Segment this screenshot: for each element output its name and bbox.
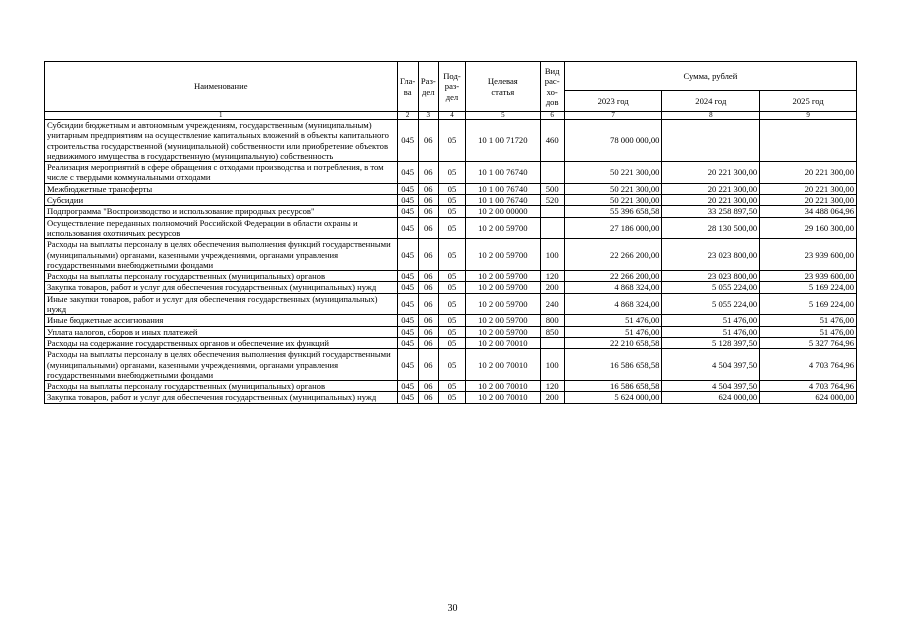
cell-razdel: 06 [418,162,438,184]
cell-razdel: 06 [418,217,438,239]
cell-podrazdel: 05 [438,293,465,315]
cell-target-article: 10 2 00 59700 [466,271,541,282]
cell-amount-2023: 22 266 200,00 [564,239,662,271]
cell-amount-2023: 4 868 324,00 [564,293,662,315]
cell-amount-2024: 4 504 397,50 [662,381,760,392]
cell-name: Расходы на содержание государственных органов и обеспечение их функций [45,337,398,348]
header-podrazdel: Под- раз- дел [438,62,465,112]
header-target: Целевая статья [466,62,541,112]
table-row [45,271,857,282]
cell-name: Субсидии [45,195,398,206]
cell-amount-2024: 51 476,00 [662,315,760,326]
cell-target-article: 10 1 00 71720 [466,120,541,162]
cell-name: Уплата налогов, сборов и иных платежей [45,326,398,337]
cell-razdel: 06 [418,239,438,271]
cell-amount-2025: 34 488 064,96 [760,206,857,217]
cell-expense-type: 240 [540,293,564,315]
table-row [45,183,857,194]
cell-glava: 045 [397,217,418,239]
table-row [45,326,857,337]
column-number: 3 [418,112,438,120]
cell-amount-2023: 55 396 658,58 [564,206,662,217]
cell-name: Расходы на выплаты персоналу в целях обеспечения выполнения функций государственными (муниципальными) органами, казенными учреждениями, органами управления государственными внебюджетными фондами [45,239,398,271]
cell-glava: 045 [397,239,418,271]
cell-amount-2025: 624 000,00 [760,392,857,403]
cell-expense-type [540,162,564,184]
cell-name: Субсидии бюджетным и автономным учреждениям, государственным (муниципальным) унитарным предприятиям на осуществление капитальных вложений в объекты капитального строительства государственной (муниципальной) собственности или приобретение объектов недвижимого имущества в государственную (муниципальную) собственность [45,120,398,162]
cell-amount-2024: 51 476,00 [662,326,760,337]
cell-target-article: 10 2 00 70010 [466,349,541,381]
cell-amount-2023: 4 868 324,00 [564,282,662,293]
cell-podrazdel: 05 [438,195,465,206]
cell-expense-type: 500 [540,183,564,194]
header-name: Наименование [45,62,398,112]
cell-podrazdel: 05 [438,271,465,282]
cell-target-article: 10 2 00 59700 [466,326,541,337]
cell-amount-2023: 22 210 658,58 [564,337,662,348]
header-razdel: Раз- дел [418,62,438,112]
cell-target-article: 10 1 00 76740 [466,162,541,184]
header-row [45,62,857,91]
cell-podrazdel: 05 [438,183,465,194]
cell-glava: 045 [397,315,418,326]
cell-expense-type: 460 [540,120,564,162]
cell-amount-2025 [760,120,857,162]
table-row [45,315,857,326]
cell-podrazdel: 05 [438,326,465,337]
cell-podrazdel: 05 [438,282,465,293]
cell-name: Осуществление переданных полномочий Российской Федерации в области охраны и использования охотничьих ресурсов [45,217,398,239]
column-number: 8 [662,112,760,120]
cell-razdel: 06 [418,120,438,162]
column-number: 2 [397,112,418,120]
cell-target-article: 10 2 00 00000 [466,206,541,217]
cell-amount-2024: 28 130 500,00 [662,217,760,239]
cell-podrazdel: 05 [438,217,465,239]
cell-name: Закупка товаров, работ и услуг для обеспечения государственных (муниципальных) нужд [45,282,398,293]
cell-target-article: 10 2 00 70010 [466,392,541,403]
cell-expense-type: 200 [540,282,564,293]
cell-expense-type [540,206,564,217]
cell-podrazdel: 05 [438,239,465,271]
cell-target-article: 10 2 00 59700 [466,282,541,293]
cell-amount-2023: 5 624 000,00 [564,392,662,403]
cell-amount-2024: 20 221 300,00 [662,183,760,194]
cell-amount-2023: 27 186 000,00 [564,217,662,239]
column-number: 9 [760,112,857,120]
cell-target-article: 10 2 00 59700 [466,239,541,271]
cell-glava: 045 [397,195,418,206]
cell-target-article: 10 2 00 70010 [466,337,541,348]
cell-amount-2024: 4 504 397,50 [662,349,760,381]
cell-expense-type: 100 [540,239,564,271]
cell-glava: 045 [397,337,418,348]
table-row [45,162,857,184]
cell-razdel: 06 [418,293,438,315]
cell-amount-2024: 20 221 300,00 [662,162,760,184]
header-year-2025: 2025 год [760,91,857,112]
cell-amount-2025: 20 221 300,00 [760,162,857,184]
cell-podrazdel: 05 [438,349,465,381]
cell-target-article: 10 2 00 70010 [466,381,541,392]
column-number: 6 [540,112,564,120]
cell-expense-type: 120 [540,271,564,282]
cell-target-article: 10 2 00 59700 [466,293,541,315]
header-sum: Сумма, рублей [564,62,856,91]
cell-razdel: 06 [418,326,438,337]
cell-expense-type: 100 [540,349,564,381]
cell-razdel: 06 [418,315,438,326]
cell-name: Расходы на выплаты персоналу государственных (муниципальных) органов [45,381,398,392]
cell-amount-2025: 51 476,00 [760,315,857,326]
cell-expense-type [540,217,564,239]
cell-amount-2025: 5 169 224,00 [760,293,857,315]
cell-amount-2025: 5 169 224,00 [760,282,857,293]
header-year-2024: 2024 год [662,91,760,112]
cell-razdel: 06 [418,282,438,293]
table-row [45,381,857,392]
cell-name: Межбюджетные трансферты [45,183,398,194]
budget-table [44,61,857,404]
cell-name: Иные бюджетные ассигнования [45,315,398,326]
cell-razdel: 06 [418,349,438,381]
cell-glava: 045 [397,381,418,392]
table-row [45,217,857,239]
table-row [45,349,857,381]
cell-name: Расходы на выплаты персоналу государственных (муниципальных) органов [45,271,398,282]
cell-amount-2025: 5 327 764,96 [760,337,857,348]
cell-target-article: 10 1 00 76740 [466,195,541,206]
cell-glava: 045 [397,183,418,194]
cell-glava: 045 [397,120,418,162]
cell-glava: 045 [397,293,418,315]
cell-name: Иные закупки товаров, работ и услуг для обеспечения государственных (муниципальных) нужд [45,293,398,315]
cell-amount-2023: 78 000 000,00 [564,120,662,162]
table-row [45,392,857,403]
cell-amount-2024: 23 023 800,00 [662,239,760,271]
cell-name: Подпрограмма "Воспроизводство и использование природных ресурсов" [45,206,398,217]
cell-amount-2024: 23 023 800,00 [662,271,760,282]
cell-podrazdel: 05 [438,206,465,217]
table-row [45,239,857,271]
cell-expense-type: 520 [540,195,564,206]
cell-amount-2025: 51 476,00 [760,326,857,337]
cell-razdel: 06 [418,381,438,392]
cell-razdel: 06 [418,195,438,206]
header-glava: Гла- ва [397,62,418,112]
cell-amount-2023: 16 586 658,58 [564,381,662,392]
table-row [45,206,857,217]
cell-podrazdel: 05 [438,315,465,326]
cell-amount-2025: 29 160 300,00 [760,217,857,239]
cell-amount-2023: 50 221 300,00 [564,162,662,184]
cell-amount-2023: 51 476,00 [564,326,662,337]
cell-podrazdel: 05 [438,337,465,348]
table-row [45,195,857,206]
cell-glava: 045 [397,162,418,184]
cell-podrazdel: 05 [438,392,465,403]
column-number: 5 [466,112,541,120]
cell-razdel: 06 [418,183,438,194]
cell-expense-type [540,337,564,348]
cell-glava: 045 [397,271,418,282]
cell-amount-2025: 23 939 600,00 [760,271,857,282]
cell-target-article: 10 2 00 59700 [466,315,541,326]
cell-amount-2025: 20 221 300,00 [760,195,857,206]
cell-amount-2023: 22 266 200,00 [564,271,662,282]
page-number: 30 [447,603,458,614]
column-numbers-row [45,112,857,120]
table-row [45,282,857,293]
cell-amount-2024: 5 055 224,00 [662,293,760,315]
table-row [45,120,857,162]
cell-glava: 045 [397,282,418,293]
cell-amount-2023: 50 221 300,00 [564,183,662,194]
cell-podrazdel: 05 [438,120,465,162]
cell-podrazdel: 05 [438,381,465,392]
column-number: 4 [438,112,465,120]
cell-amount-2024: 20 221 300,00 [662,195,760,206]
cell-amount-2023: 16 586 658,58 [564,349,662,381]
cell-target-article: 10 2 00 59700 [466,217,541,239]
cell-amount-2024: 5 055 224,00 [662,282,760,293]
cell-amount-2024: 624 000,00 [662,392,760,403]
column-number: 1 [45,112,398,120]
cell-podrazdel: 05 [438,162,465,184]
header-year-2023: 2023 год [564,91,662,112]
cell-amount-2025: 20 221 300,00 [760,183,857,194]
cell-expense-type: 850 [540,326,564,337]
cell-amount-2023: 51 476,00 [564,315,662,326]
table-row [45,293,857,315]
cell-amount-2024: 33 258 897,50 [662,206,760,217]
cell-amount-2024: 5 128 397,50 [662,337,760,348]
cell-razdel: 06 [418,392,438,403]
cell-amount-2025: 4 703 764,96 [760,349,857,381]
cell-glava: 045 [397,206,418,217]
cell-target-article: 10 1 00 76740 [466,183,541,194]
cell-expense-type: 120 [540,381,564,392]
cell-razdel: 06 [418,337,438,348]
cell-amount-2023: 50 221 300,00 [564,195,662,206]
cell-amount-2024 [662,120,760,162]
cell-name: Реализация мероприятий в сфере обращения с отходами производства и потребления, в том числе с твердыми коммунальными отходами [45,162,398,184]
column-number: 7 [564,112,662,120]
cell-amount-2025: 4 703 764,96 [760,381,857,392]
cell-glava: 045 [397,349,418,381]
cell-glava: 045 [397,326,418,337]
cell-name: Закупка товаров, работ и услуг для обеспечения государственных (муниципальных) нужд [45,392,398,403]
header-vid: Вид рас- хо- дов [540,62,564,112]
table-body [45,120,857,404]
cell-razdel: 06 [418,206,438,217]
cell-expense-type: 800 [540,315,564,326]
cell-razdel: 06 [418,271,438,282]
cell-name: Расходы на выплаты персоналу в целях обеспечения выполнения функций государственными (муниципальными) органами, казенными учреждениями, органами управления государственными внебюджетными фондами [45,349,398,381]
cell-expense-type: 200 [540,392,564,403]
cell-glava: 045 [397,392,418,403]
table-row [45,337,857,348]
cell-amount-2025: 23 939 600,00 [760,239,857,271]
